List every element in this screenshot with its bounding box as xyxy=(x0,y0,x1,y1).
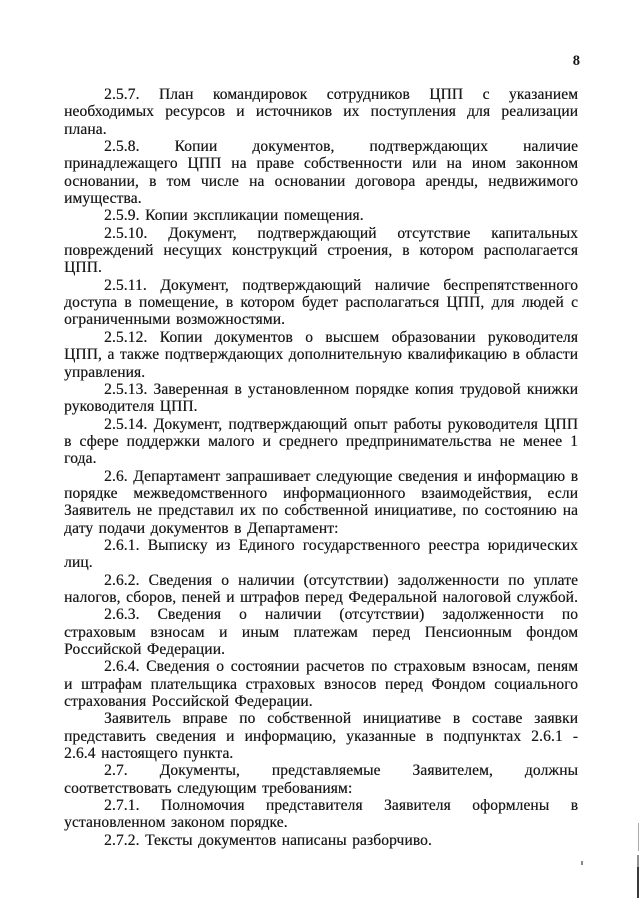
scan-artifact-line-dark xyxy=(637,867,640,898)
document-body xyxy=(64,86,578,849)
paragraph: 2.7.1. Полномочия представителя Заявителя оформлены в установленном законом порядке. xyxy=(64,797,578,832)
paragraph: 2.5.8. Копии документов, подтверждающих наличие принадлежащего ЦПП на праве собственности или на ином законном основании, в том числе на основании договора аренды, недвижимого имущества. xyxy=(64,138,578,208)
paragraph: 2.5.14. Документ, подтверждающий опыт работы руководителя ЦПП в сфере поддержки малого и среднего предпринимательства не менее 1 года. xyxy=(64,415,578,468)
paragraph: 2.5.12. Копии документов о высшем образовании руководителя ЦПП, а также подтверждающих дополнительную квалификацию в области управления. xyxy=(64,328,578,381)
paragraph: 2.5.11. Документ, подтверждающий наличие беспрепятственного доступа в помещение, в котором будет располагаться ЦПП, для людей с ограниченными возможностями. xyxy=(64,276,578,329)
paragraph: 2.6.3. Сведения о наличии (отсутствии) задолженности по страховым взносам и иным платежам перед Пенсионным фондом Российской Федерации. xyxy=(64,606,578,658)
paragraph: 2.7.2. Тексты документов написаны разборчиво. xyxy=(104,831,432,849)
paragraph: 2.7. Документы, представляемые Заявителем, должны соответствовать следующим требованиям: xyxy=(64,762,578,797)
paragraph: 2.5.13. Заверенная в установленном порядке копия трудовой книжки руководителя ЦПП. xyxy=(64,380,578,416)
paragraph: 2.5.7. План командировок сотрудников ЦПП с указанием необходимых ресурсов и источников их поступления для реализации плана. xyxy=(64,86,578,138)
paragraph: 2.6. Департамент запрашивает следующие сведения и информацию в порядке межведомственного информационного взаимодействия, если Заявитель не представил их по собственной инициативе, по состоянию на дату подачи документов в Департамент: xyxy=(64,467,578,537)
scan-artifact-speck xyxy=(581,861,583,865)
scan-artifact-line-light xyxy=(638,823,640,851)
paragraph: 2.5.9. Копии экспликации помещения. xyxy=(104,207,364,225)
paragraph: 2.6.2. Сведения о наличии (отсутствии) задолженности по уплате налогов, сборов, пеней и штрафов перед Федеральной налоговой службой. xyxy=(64,571,578,606)
paragraph: 2.6.4. Сведения о состоянии расчетов по страховым взносам, пеням и штрафам плательщика страховых взносов перед Фондом социального страхования Российской Федерации. xyxy=(64,658,578,711)
paragraph: 2.5.10. Документ, подтверждающий отсутствие капитальных повреждений несущих конструкций строения, в котором располагается ЦПП. xyxy=(64,224,578,277)
scan-artifact-line-mid xyxy=(637,855,639,867)
paragraph: Заявитель вправе по собственной инициативе в составе заявки представить сведения и информацию, указанные в подпунктах 2.6.1 - 2.6.4 настоящего пункта. xyxy=(64,710,578,763)
paragraph: 2.6.1. Выписку из Единого государственного реестра юридических лиц. xyxy=(64,536,578,572)
page-number: 8 xyxy=(572,53,580,69)
